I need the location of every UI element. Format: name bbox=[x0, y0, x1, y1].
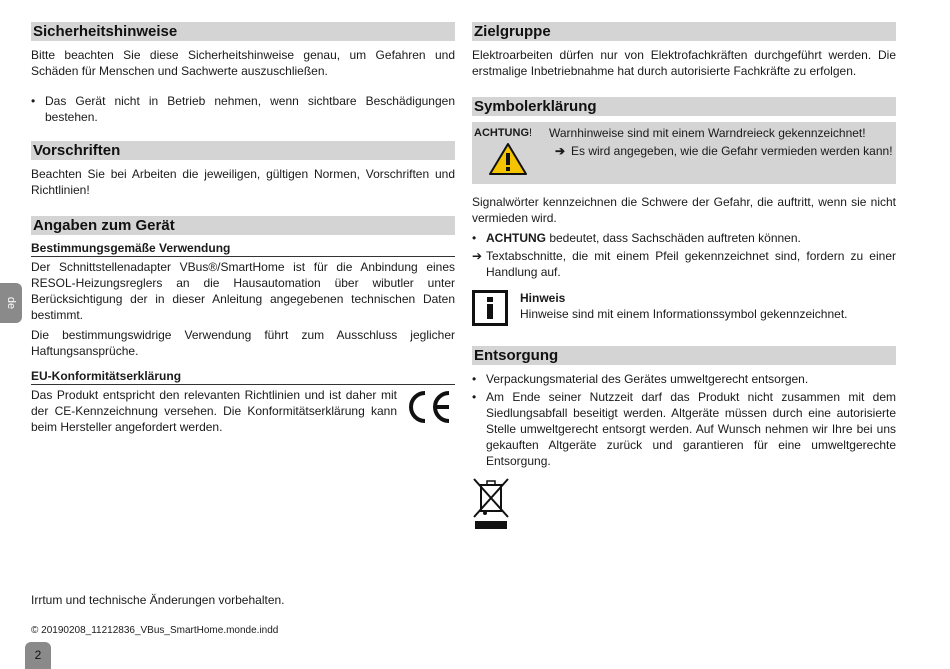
info-icon bbox=[472, 290, 508, 326]
disposal-bullet-2: Am Ende seiner Nutzzeit darf das Produkt nicht zusammen mit dem Siedlungsabfall beseitigt werden. Altgeräte müssen durch eine autorisierte Stelle umweltgerecht entsorgt werden. Auf Wunsch nehmen wir Ihre bei uns gekauften Altgeräte zurück und garantieren für eine umweltgerechte Entsorgung. bbox=[486, 390, 896, 468]
section-title-target: Zielgruppe bbox=[472, 22, 896, 41]
weee-bin-icon bbox=[472, 477, 510, 531]
language-tab bbox=[0, 283, 22, 323]
page-number: 2 bbox=[25, 642, 51, 669]
list-item bbox=[472, 371, 896, 387]
subsection-title-intended-use: Bestimmungsgemäße Verwendung bbox=[31, 241, 455, 257]
eu-text: Das Produkt entspricht den relevanten Richtlinien und ist daher mit der CE-Kennzeichnung versehen. Die Konformitätserklärung kann beim Hersteller angefordert werden. bbox=[31, 388, 397, 434]
list-item bbox=[472, 248, 896, 280]
subsection-title-eu: EU-Konformitätserklärung bbox=[31, 369, 455, 385]
safety-text: Bitte beachten Sie diese Sicherheitshinweise genau, um Gefahren und Schäden für Menschen und Sachwerte auszuschließen. bbox=[31, 48, 455, 78]
achtung-text: bedeutet, dass Sachschäden auftreten können. bbox=[546, 231, 801, 245]
footer-file: © 20190208_11212836_VBus_SmartHome.monde.indd bbox=[31, 625, 279, 636]
ce-mark-icon bbox=[403, 387, 455, 427]
warning-box bbox=[472, 122, 896, 184]
bullet-mark: • bbox=[472, 231, 477, 245]
left-column bbox=[31, 22, 455, 439]
arrow-right-icon: ➔ bbox=[472, 249, 483, 263]
bullet-mark: • bbox=[472, 372, 477, 386]
improper-use-text: Die bestimmungswidrige Verwendung führt zum Ausschluss jeglicher Haftungsansprüche. bbox=[31, 328, 455, 358]
right-column bbox=[472, 22, 896, 535]
section-title-regulations: Vorschriften bbox=[31, 141, 455, 160]
eu-conformity-row bbox=[31, 387, 455, 439]
section-title-disposal: Entsorgung bbox=[472, 346, 896, 365]
hint-text: Hinweise sind mit einem Informationssymbol gekennzeichnet. bbox=[520, 307, 848, 321]
warning-label: ACHTUNG! bbox=[474, 127, 533, 139]
section-title-symbols: Symbolerklärung bbox=[472, 97, 896, 116]
warning-triangle-icon bbox=[488, 142, 528, 176]
disposal-bullet-1: Verpackungsmaterial des Gerätes umweltgerecht entsorgen. bbox=[486, 372, 809, 386]
language-label: de bbox=[5, 296, 17, 310]
bullet-mark: • bbox=[31, 94, 36, 108]
target-text: Elektroarbeiten dürfen nur von Elektrofachkräften durchgeführt werden. Die erstmalige Inbetriebnahme hat durch autorisierte Fachkräfte zu erfolgen. bbox=[472, 48, 896, 78]
achtung-word: ACHTUNG bbox=[486, 231, 546, 245]
footer-note: Irrtum und technische Änderungen vorbehalten. bbox=[31, 593, 285, 607]
regulations-text: Beachten Sie bei Arbeiten die jeweiligen, gültigen Normen, Vorschriften und Richtlinien! bbox=[31, 167, 455, 197]
arrow-right-icon: ➔ bbox=[554, 144, 566, 158]
bullet-mark: • bbox=[472, 390, 477, 404]
signal-text: Signalwörter kennzeichnen die Schwere der Gefahr, die auftritt, wenn sie nicht vermieden wird. bbox=[472, 195, 896, 225]
warning-line-2: ➔ Es wird angegeben, wie die Gefahr vermieden werden kann! bbox=[549, 143, 893, 159]
list-item bbox=[472, 389, 896, 469]
hint-row bbox=[472, 290, 896, 326]
section-title-safety: Sicherheitshinweise bbox=[31, 22, 455, 41]
safety-bullet: Das Gerät nicht in Betrieb nehmen, wenn sichtbare Beschädigungen bestehen. bbox=[45, 94, 455, 124]
arrow-text: Textabschnitte, die mit einem Pfeil gekennzeichnet sind, fordern zu einer Handlung auf. bbox=[486, 249, 896, 279]
list-item bbox=[472, 230, 896, 246]
intended-use-text: Der Schnittstellenadapter VBus®/SmartHome ist für die Anbindung eines RESOL-Heizungsreglers an die Hausautomation über wibutler unter Berücksichtigung der in dieser Anleitung angegebenen technischen Daten bestimmt. bbox=[31, 260, 455, 322]
section-title-device: Angaben zum Gerät bbox=[31, 216, 455, 235]
hint-title: Hinweis bbox=[520, 291, 566, 305]
list-item bbox=[31, 93, 455, 125]
warning-line-1: Warnhinweise sind mit einem Warndreieck gekennzeichnet! bbox=[549, 126, 866, 140]
